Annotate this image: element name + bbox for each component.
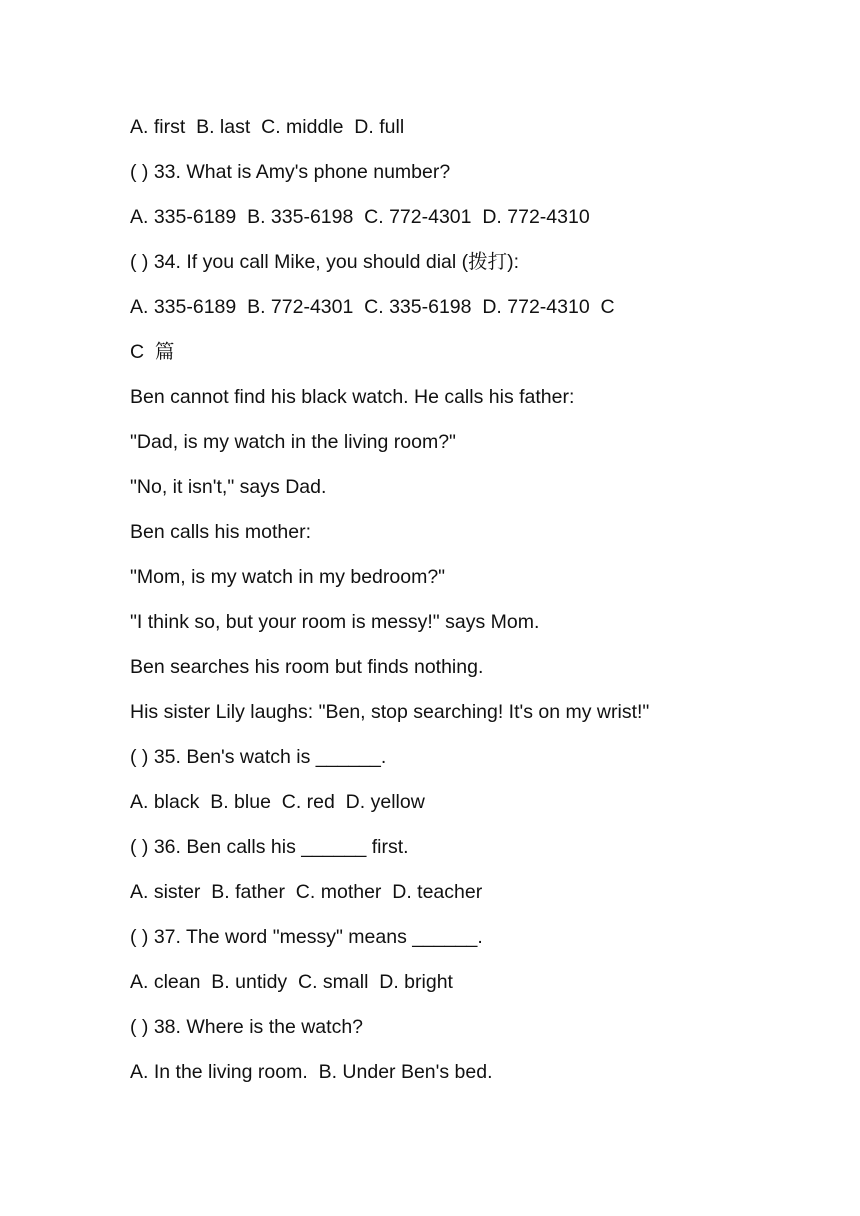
- passage-line: Ben searches his room but finds nothing.: [130, 656, 484, 678]
- q37-question: ( ) 37. The word "messy" means ______.: [130, 926, 483, 948]
- passage-line: "Mom, is my watch in my bedroom?": [130, 566, 446, 588]
- q36-options: A. sister B. father C. mother D. teacher: [130, 881, 483, 903]
- section-heading: C 篇: [130, 341, 175, 363]
- passage-line: "Dad, is my watch in the living room?": [130, 431, 456, 453]
- q35-question: ( ) 35. Ben's watch is ______.: [130, 746, 387, 768]
- passage-line: "No, it isn't," says Dad.: [130, 476, 327, 498]
- passage-line: His sister Lily laughs: "Ben, stop searching! It's on my wrist!": [130, 701, 650, 723]
- q33-question: ( ) 33. What is Amy's phone number?: [130, 161, 451, 183]
- document-page: [130, 111, 830, 1101]
- q38-options: A. In the living room. B. Under Ben's bed.: [130, 1061, 493, 1083]
- q34-options: A. 335-6189 B. 772-4301 C. 335-6198 D. 772-4310 C: [130, 296, 615, 318]
- passage-line: "I think so, but your room is messy!" says Mom.: [130, 611, 540, 633]
- passage-line: Ben cannot find his black watch. He calls his father:: [130, 386, 575, 408]
- q35-options: A. black B. blue C. red D. yellow: [130, 791, 425, 813]
- q36-question: ( ) 36. Ben calls his ______ first.: [130, 836, 409, 858]
- q32-options: A. first B. last C. middle D. full: [130, 116, 405, 138]
- q38-question: ( ) 38. Where is the watch?: [130, 1016, 364, 1038]
- q37-options: A. clean B. untidy C. small D. bright: [130, 971, 453, 993]
- passage-line: Ben calls his mother:: [130, 521, 311, 543]
- q34-question: ( ) 34. If you call Mike, you should dial (拨打):: [130, 251, 520, 273]
- q33-options: A. 335-6189 B. 335-6198 C. 772-4301 D. 772-4310: [130, 206, 590, 228]
